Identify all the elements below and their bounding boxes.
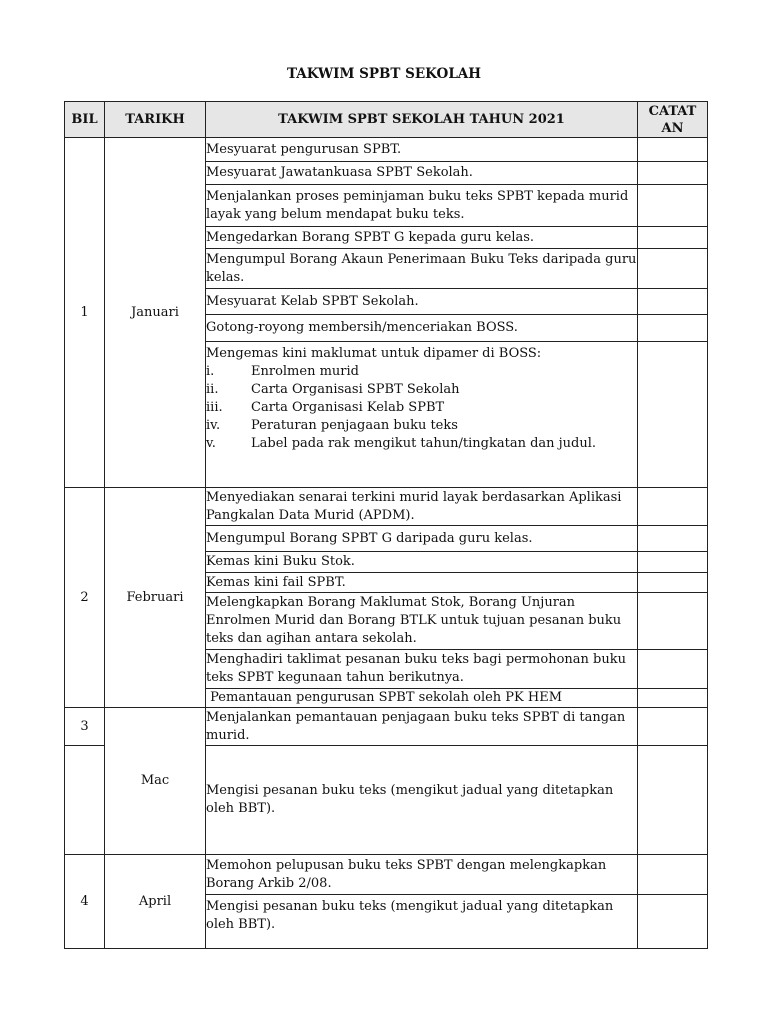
table-row (65, 855, 708, 895)
activity-text: Mengemas kini maklumat untuk dipamer di BOSS: (206, 346, 542, 361)
activity-cell: Mesyuarat Jawatankuasa SPBT Sekolah. (206, 162, 638, 185)
sublist-text: Carta Organisasi SPBT Sekolah (251, 382, 460, 397)
table-row (65, 488, 708, 526)
sublist-number: v. (206, 436, 216, 451)
sublist-text: Label pada rak mengikut tahun/tingkatan dan judul. (251, 436, 597, 451)
header-row (65, 102, 708, 138)
sublist-item (206, 381, 637, 399)
sublist-number: i. (206, 364, 215, 379)
activity-cell: Menjalankan pemantauan penjagaan buku teks SPBT di tangan murid. (206, 708, 638, 746)
bil-cell: 1 (65, 138, 105, 488)
activity-cell: Mengumpul Borang SPBT G daripada guru kelas. (206, 526, 638, 552)
sublist-item (206, 399, 637, 417)
activity-cell: Mengisi pesanan buku teks (mengikut jadual yang ditetapkan oleh BBT). (206, 895, 638, 949)
catatan-cell[interactable] (638, 855, 708, 895)
catatan-cell[interactable] (638, 573, 708, 593)
header-tarikh: TARIKH (105, 102, 206, 138)
activity-cell: Melengkapkan Borang Maklumat Stok, Borang Unjuran Enrolmen Murid dan Borang BTLK untuk tujuan pesanan buku teks dan agihan antara sekolah. (206, 593, 638, 650)
activity-cell: Mengumpul Borang Akaun Penerimaan Buku Teks daripada guru kelas. (206, 249, 638, 289)
activity-cell: Kemas kini Buku Stok. (206, 552, 638, 573)
takwim-table (64, 101, 708, 949)
header-catatan (638, 102, 708, 138)
catatan-cell[interactable] (638, 593, 708, 650)
sublist-text: Carta Organisasi Kelab SPBT (251, 400, 445, 415)
tarikh-cell: Januari (105, 138, 206, 488)
document-title: TAKWIM SPBT SEKOLAH (286, 66, 482, 82)
activity-cell: Mesyuarat Kelab SPBT Sekolah. (206, 289, 638, 315)
activity-cell (206, 342, 638, 488)
catatan-cell[interactable] (638, 315, 708, 342)
sublist-number: iv. (206, 418, 221, 433)
catatan-cell[interactable] (638, 552, 708, 573)
header-bil: BIL (65, 102, 105, 138)
catatan-cell[interactable] (638, 138, 708, 162)
sublist-item (206, 417, 637, 435)
catatan-cell[interactable] (638, 650, 708, 689)
sublist-text: Enrolmen murid (251, 364, 359, 379)
catatan-cell[interactable] (638, 289, 708, 315)
bil-cell-empty (65, 746, 105, 855)
sublist-number: iii. (206, 400, 223, 415)
header-catatan-line1: CATAT (648, 103, 697, 119)
activity-cell: Mesyuarat pengurusan SPBT. (206, 138, 638, 162)
bil-cell: 3 (65, 708, 105, 746)
tarikh-cell: April (105, 855, 206, 949)
sublist-text: Peraturan penjagaan buku teks (251, 418, 458, 433)
activity-cell: Memohon pelupusan buku teks SPBT dengan melengkapkan Borang Arkib 2/08. (206, 855, 638, 895)
activity-cell: Gotong-royong membersih/menceriakan BOSS. (206, 315, 638, 342)
catatan-cell[interactable] (638, 708, 708, 746)
catatan-cell[interactable] (638, 342, 708, 488)
catatan-cell[interactable] (638, 488, 708, 526)
catatan-cell[interactable] (638, 162, 708, 185)
activity-cell: Menghadiri taklimat pesanan buku teks bagi permohonan buku teks SPBT kegunaan tahun berikutnya. (206, 650, 638, 689)
activity-cell: Mengisi pesanan buku teks (mengikut jadual yang ditetapkan oleh BBT). (206, 746, 638, 855)
bil-cell: 2 (65, 488, 105, 708)
catatan-cell[interactable] (638, 227, 708, 249)
activity-cell: Menjalankan proses peminjaman buku teks SPBT kepada murid layak yang belum mendapat buku teks. (206, 185, 638, 227)
catatan-cell[interactable] (638, 895, 708, 949)
table-row (65, 138, 708, 162)
tarikh-cell: Februari (105, 488, 206, 708)
header-takwim: TAKWIM SPBT SEKOLAH TAHUN 2021 (206, 102, 638, 138)
catatan-cell[interactable] (638, 526, 708, 552)
catatan-cell[interactable] (638, 249, 708, 289)
activity-cell: Kemas kini fail SPBT. (206, 573, 638, 593)
bil-cell: 4 (65, 855, 105, 949)
sublist-item (206, 435, 637, 453)
sublist-item (206, 363, 637, 381)
catatan-cell[interactable] (638, 746, 708, 855)
tarikh-cell: Mac (105, 708, 206, 855)
activity-cell: Mengedarkan Borang SPBT G kepada guru kelas. (206, 227, 638, 249)
activity-cell: Pemantauan pengurusan SPBT sekolah oleh PK HEM (206, 689, 638, 708)
catatan-cell[interactable] (638, 185, 708, 227)
header-catatan-line2: AN (661, 120, 684, 136)
activity-cell: Menyediakan senarai terkini murid layak berdasarkan Aplikasi Pangkalan Data Murid (APDM). (206, 488, 638, 526)
catatan-cell[interactable] (638, 689, 708, 708)
table-row (65, 708, 708, 746)
sublist-number: ii. (206, 382, 219, 397)
